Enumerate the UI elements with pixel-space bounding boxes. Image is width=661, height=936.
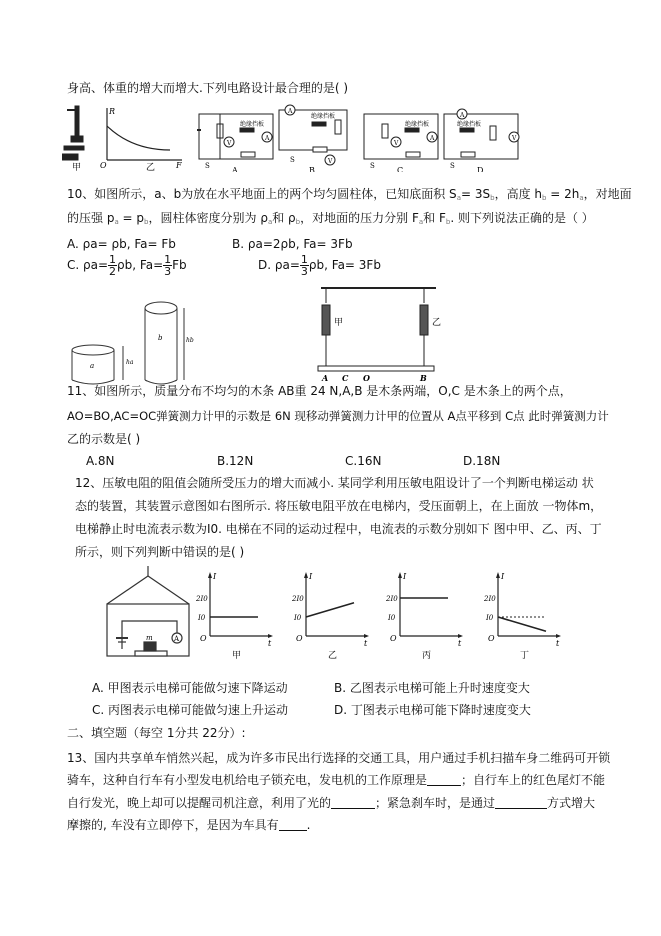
graph-3 xyxy=(386,570,466,660)
q12-option-D: D. 丁图表示电梯可能下降时速度变大 xyxy=(334,703,531,717)
label-F: F xyxy=(176,161,182,170)
axis-label-I: I xyxy=(309,572,313,581)
q9-stem: 身高、体重的增大而增大.下列电路设计最合理的是( ) xyxy=(67,81,348,95)
q12-line1: 12、压敏电阻的阻值会随所受压力的增大而减小. 某同学利用压敏电阻设计了一个判断电梯运动 状 xyxy=(75,476,594,490)
q12-option-B: B. 乙图表示电梯可能上升时速度变大 xyxy=(334,681,530,695)
origin-label: O xyxy=(488,634,495,643)
tick-I0: I0 xyxy=(198,614,206,622)
circuit-D xyxy=(444,109,519,159)
tick-2I0: 2I0 xyxy=(196,595,208,603)
q12-line2: 态的装置，其装置示意图如右图所示. 将压敏电阻平放在电梯内，受压面朝上，在上面放 一物体m， xyxy=(75,499,603,513)
x-arrow xyxy=(364,634,369,638)
tick-2I0: 2I0 xyxy=(292,595,304,603)
q10-line1: 10、如图所示，a、b为放在水平地面上的两个均匀圆柱体，已知底面积 $S_a= 3S_b$，高度 $h_b = 2h_a$，对地面 xyxy=(67,187,632,202)
svg-text:A: A xyxy=(460,112,465,119)
q11-option-D: D.18N xyxy=(463,454,501,468)
elevator-figure xyxy=(102,566,192,666)
answer-blank-2[interactable] xyxy=(331,796,375,809)
graph-4 xyxy=(484,570,564,660)
axis-label-I: I xyxy=(403,572,407,581)
axis-label-t: t xyxy=(268,639,272,648)
svg-text:V: V xyxy=(512,135,517,142)
label-O: O xyxy=(100,161,107,170)
q11-option-B: B.12N xyxy=(217,454,254,468)
svg-text:O: O xyxy=(363,373,370,383)
x-arrow xyxy=(268,634,273,638)
q12-line4: 所示，则下列判断中错误的是( ) xyxy=(75,545,245,559)
scale-yi-label: 乙 xyxy=(432,318,442,328)
x-arrow xyxy=(556,634,561,638)
y-arrow xyxy=(208,572,212,578)
svg-text:S: S xyxy=(370,162,375,170)
axis-label-I: I xyxy=(501,572,505,581)
answer-blank-3[interactable] xyxy=(495,796,547,809)
graph-label: 丁 xyxy=(520,651,530,660)
origin-label: O xyxy=(200,634,207,643)
ha-label: ha xyxy=(126,359,134,366)
tick-I0: I0 xyxy=(294,614,302,622)
q9-figures xyxy=(62,102,602,172)
q13-line3: 自行发光，晚上却可以提醒司机注意，利用了光的 ；紧急刹车时，是通过 方式增大 xyxy=(67,796,596,810)
cyl-a-label: a xyxy=(90,362,95,370)
tick-I0: I0 xyxy=(486,614,494,622)
fraction-half: $\frac{1}{2}$ xyxy=(109,253,117,278)
ammeter-label: A xyxy=(174,635,180,643)
device-figure xyxy=(62,106,84,160)
axis-label-I: I xyxy=(213,572,217,581)
q11-line2: AO=BO,AC=OC弹簧测力计甲的示数是 6N 现移动弹簧测力计甲的位置从 A点平移到 C点 此时弹簧测力计 xyxy=(67,409,609,423)
label-jia: 甲 xyxy=(72,163,82,172)
q10-line2: 的压强 $p_a = p_b$，圆柱体密度分别为 $\rho_a$和 $\rho_b$，对地面的压力分别 $F_a$和 $F_b$. 则下列说法正确的是（ ） xyxy=(67,211,594,226)
x-arrow xyxy=(458,634,463,638)
svg-text:绝缘挡板: 绝缘挡板 xyxy=(311,113,336,120)
axis-label-t: t xyxy=(458,639,462,648)
y-arrow xyxy=(398,572,402,578)
q10-option-B: B. ρa=2ρb, Fa= 3Fb xyxy=(232,237,353,251)
r-f-graph xyxy=(107,108,182,160)
q13-line4: 摩擦的, 车没有立即停下，是因为车具有 . xyxy=(67,818,311,832)
scale-jia-label: 甲 xyxy=(334,318,344,328)
svg-text:A: A xyxy=(322,373,329,383)
origin-label: O xyxy=(296,634,303,643)
answer-blank-1[interactable] xyxy=(427,773,461,786)
svg-text:绝缘挡板: 绝缘挡板 xyxy=(457,121,482,128)
svg-text:C: C xyxy=(342,373,349,383)
label-yi: 乙 xyxy=(146,163,156,172)
svg-text:B: B xyxy=(420,373,427,383)
q11-line3: 乙的示数是( ) xyxy=(67,432,141,446)
q10-option-A: A. ρa= ρb, Fa= Fb xyxy=(67,237,176,251)
svg-text:A: A xyxy=(430,135,435,142)
voltmeter-label: V xyxy=(227,140,232,147)
graph-label: 丙 xyxy=(422,651,432,660)
label-R: R xyxy=(109,107,116,116)
svg-text:S: S xyxy=(450,162,455,170)
q12-option-C: C. 丙图表示电梯可能做匀速上升运动 xyxy=(92,703,289,717)
svg-text:V: V xyxy=(328,158,333,165)
graph-2 xyxy=(292,570,372,660)
svg-text:V: V xyxy=(394,140,399,147)
q11-option-A: A.8N xyxy=(86,454,115,468)
q13-line2: 骑车，这种自行车有小型发电机给电子锁充电，发电机的工作原理是 ；自行车上的红色尾灯不能 xyxy=(67,773,606,787)
y-arrow xyxy=(304,572,308,578)
q12-option-A: A. 甲图表示电梯可能做匀速下降运动 xyxy=(92,681,288,695)
q10-option-D: D. ρa= $\frac{1}{3}$ ρb, Fa= 3Fb xyxy=(258,253,381,278)
ammeter-label: A xyxy=(265,135,270,142)
option-D-label: D xyxy=(477,166,484,172)
q11-option-C: C.16N xyxy=(345,454,382,468)
q10-option-C: C. ρa= $\frac{1}{2}$ ρb, Fa= $\frac{1}{3}$ Fb xyxy=(67,253,187,278)
cyl-b-label: b xyxy=(158,334,163,342)
board-label: 绝缘挡板 xyxy=(240,121,265,128)
option-B-label: B xyxy=(309,166,315,172)
svg-text:S: S xyxy=(290,156,295,164)
answer-blank-4[interactable] xyxy=(279,818,307,831)
fraction-third: $\frac{1}{3}$ xyxy=(300,253,308,278)
q11-line1: 11、如图所示，质量分布不均匀的木条 AB重 24 N,A,B 是木条两端，O,C 是木条上的两个点， xyxy=(67,384,572,398)
option-A-label: A xyxy=(232,166,238,172)
option-C-label: C xyxy=(397,166,404,172)
origin-label: O xyxy=(390,634,397,643)
switch-label: S xyxy=(205,162,210,170)
graph-label: 甲 xyxy=(232,651,242,660)
cylinders-figure xyxy=(68,296,198,386)
q12-line3: 电梯静止时电流表示数为I0. 电梯在不同的运动过程中，电流表的示数分别如下 图中甲、乙、丙、丁 xyxy=(75,522,602,536)
section2-title: 二、填空题（每空 1分共 22分）: xyxy=(67,726,246,740)
graph-label: 乙 xyxy=(328,651,338,660)
current-line xyxy=(498,617,546,631)
tick-2I0: 2I0 xyxy=(484,595,496,603)
q13-line1: 13、国内共享单车悄然兴起，成为许多市民出行选择的交通工具，用户通过手机扫描车身二维码可开锁 xyxy=(67,751,611,765)
axis-label-t: t xyxy=(364,639,368,648)
y-arrow xyxy=(496,572,500,578)
svg-text:A: A xyxy=(288,108,293,115)
graph-1 xyxy=(196,570,276,660)
hb-label: hb xyxy=(186,337,194,344)
spring-scale-figure xyxy=(316,283,446,383)
mass-m-label: m xyxy=(146,634,153,642)
fraction-third: $\frac{1}{3}$ xyxy=(164,253,172,278)
current-line xyxy=(306,603,354,617)
tick-I0: I0 xyxy=(388,614,396,622)
tick-2I0: 2I0 xyxy=(386,595,398,603)
axis-label-t: t xyxy=(556,639,560,648)
svg-text:绝缘挡板: 绝缘挡板 xyxy=(405,121,430,128)
